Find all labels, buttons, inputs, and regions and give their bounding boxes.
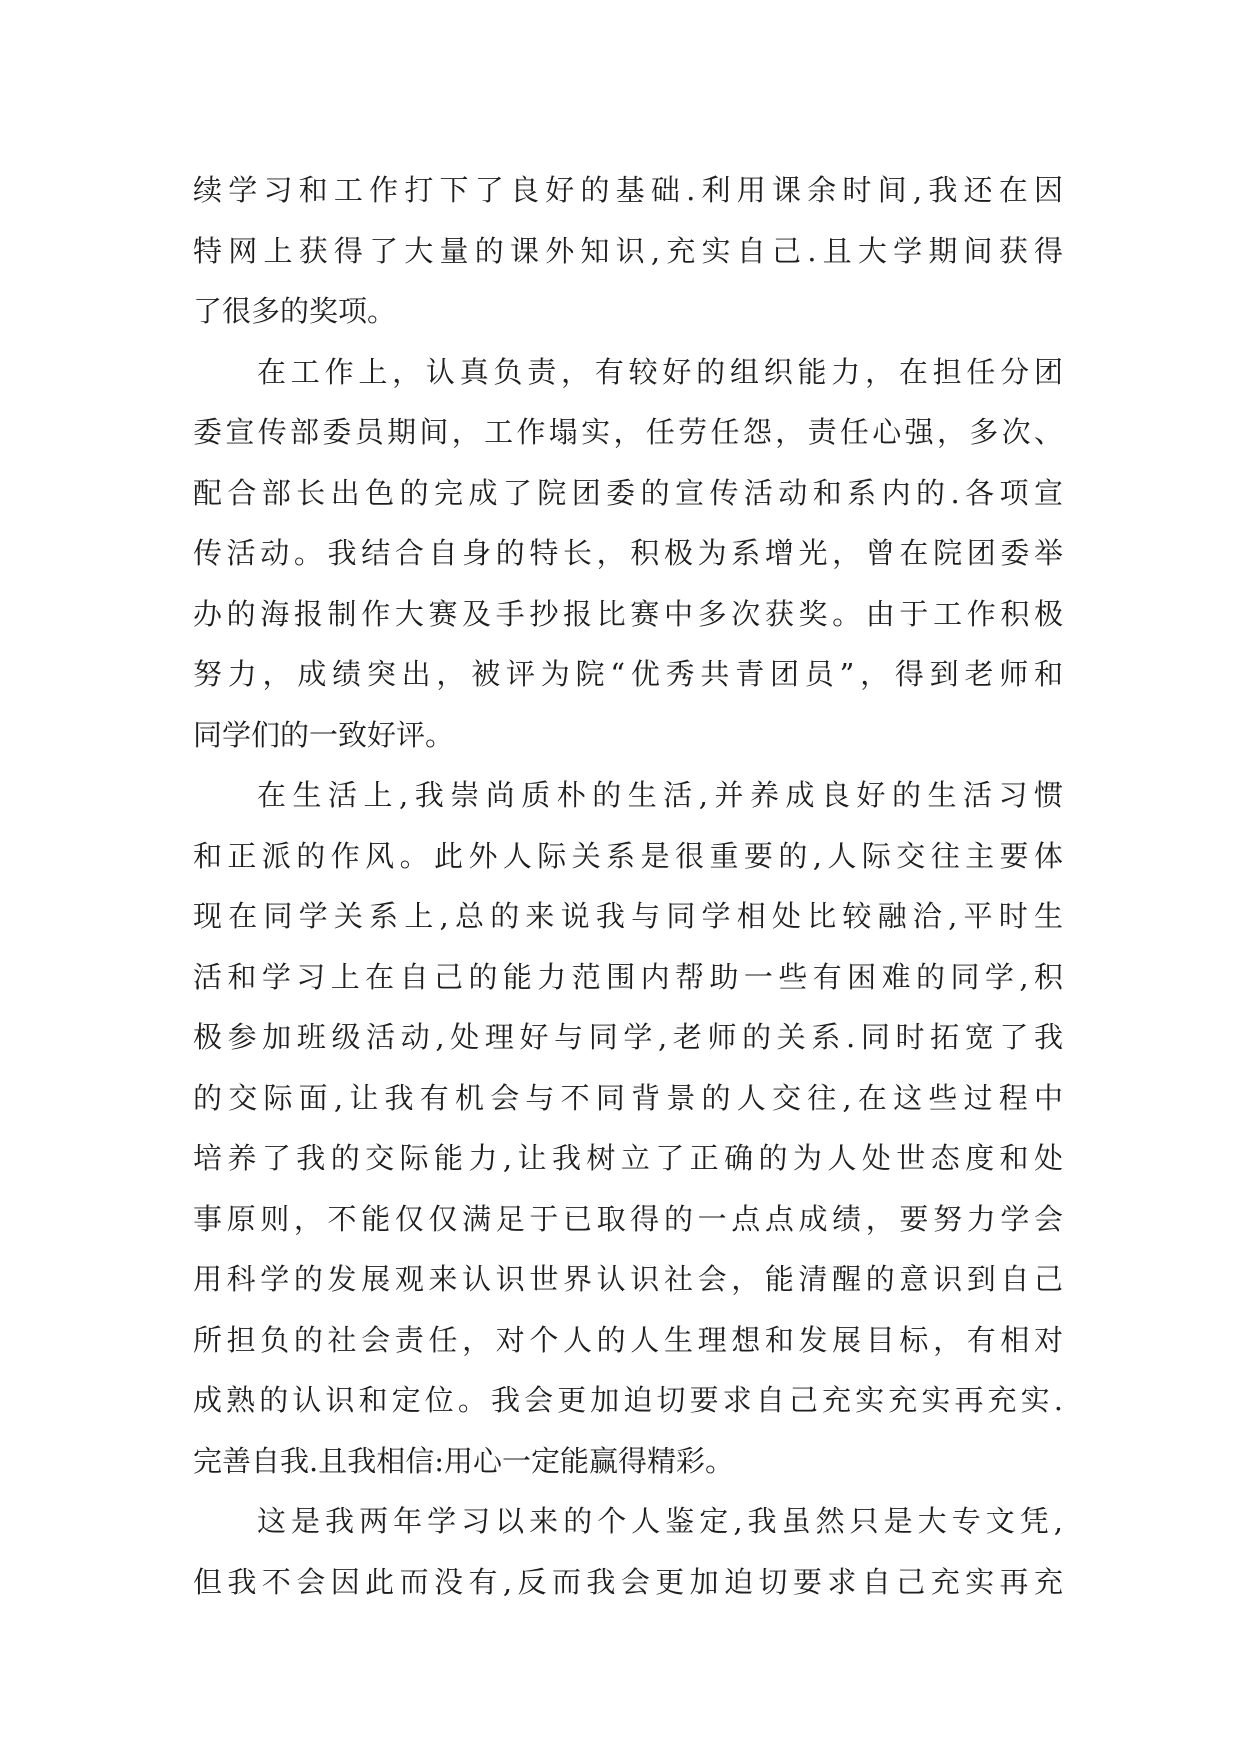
text-line: 完善自我.且我相信:用心一定能赢得精彩。	[193, 1443, 734, 1478]
text-line: 成熟的认识和定位。我会更加迫切要求自己充实充实再充实.	[193, 1383, 1063, 1417]
text-line: 的交际面,让我有机会与不同背景的人交往,在这些过程中	[193, 1080, 1063, 1115]
text-line: 在工作上，认真负责，有较好的组织能力，在担任分团	[257, 354, 1063, 389]
text-line: 极参加班级活动,处理好与同学,老师的关系.同时拓宽了我	[193, 1020, 1063, 1054]
text-line: 委宣传部委员期间，工作塌实，任劳任怨，责任心强，多次、	[193, 415, 1063, 449]
text-line: 事原则，不能仅仅满足于已取得的一点点成绩，要努力学会	[193, 1201, 1063, 1236]
text-line: 办的海报制作大赛及手抄报比赛中多次获奖。由于工作积极	[193, 596, 1063, 631]
text-line: 在生活上,我崇尚质朴的生活,并养成良好的生活习惯	[257, 778, 1063, 812]
text-line: 配合部长出色的完成了院团委的宣传活动和系内的.各项宣	[193, 475, 1063, 510]
text-line: 活和学习上在自己的能力范围内帮助一些有困难的同学,积	[193, 959, 1063, 994]
text-line: 努力，成绩突出，被评为院“优秀共青团员”，得到老师和	[193, 657, 1063, 691]
text-line: 但我不会因此而没有,反而我会更加迫切要求自己充实再充	[193, 1564, 1063, 1599]
text-line: 用科学的发展观来认识世界认识社会，能清醒的意识到自己	[193, 1262, 1063, 1296]
text-line: 所担负的社会责任，对个人的人生理想和发展目标，有相对	[193, 1322, 1063, 1357]
document-body	[193, 160, 1063, 1612]
text-line: 特网上获得了大量的课外知识,充实自己.且大学期间获得	[193, 233, 1063, 268]
text-line: 培养了我的交际能力,让我树立了正确的为人处世态度和处	[193, 1141, 1063, 1175]
text-line: 同学们的一致好评。	[193, 717, 455, 752]
text-line: 传活动。我结合自身的特长，积极为系增光，曾在院团委举	[193, 536, 1063, 570]
text-line: 续学习和工作打下了良好的基础.利用课余时间,我还在因	[193, 173, 1063, 207]
text-line: 现在同学关系上,总的来说我与同学相处比较融洽,平时生	[193, 899, 1063, 933]
text-line: 了很多的奖项。	[193, 294, 397, 328]
text-line: 这是我两年学习以来的个人鉴定,我虽然只是大专文凭,	[257, 1504, 1063, 1538]
text-line: 和正派的作风。此外人际关系是很重要的,人际交往主要体	[193, 838, 1063, 873]
